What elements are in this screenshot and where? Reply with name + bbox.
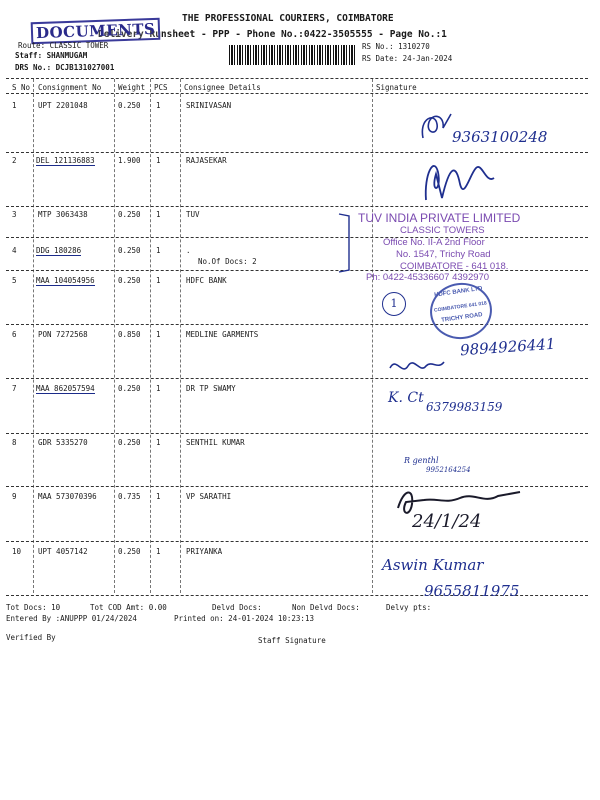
- table-cell-consignee: PRIYANKA: [186, 547, 223, 556]
- company-title: THE PROFESSIONAL COURIERS, COIMBATORE: [182, 13, 394, 24]
- table-cell-pcs: 1: [156, 101, 161, 110]
- printed-on: Printed on: 24-01-2024 10:23:13: [174, 614, 314, 623]
- col-divider: [372, 79, 373, 593]
- table-cell-sno: 5: [12, 276, 17, 285]
- handwritten-name: Aswin Kumar: [382, 556, 484, 574]
- tuv-stamp-line: CLASSIC TOWERS: [400, 225, 485, 236]
- row-rule: [6, 237, 588, 238]
- table-cell-consignee: HDFC BANK: [186, 276, 227, 285]
- rs-number: RS No.: 1310270: [362, 42, 430, 51]
- tuv-stamp-line: COIMBATORE - 641 018.: [400, 261, 509, 272]
- signature-scribble: [415, 108, 455, 144]
- table-cell-sno: 10: [12, 547, 22, 556]
- table-cell-sno: 2: [12, 156, 17, 165]
- col-sno: S No: [12, 83, 31, 92]
- hdfc-stamp-bottom: TRICHY ROAD: [440, 312, 483, 324]
- hdfc-stamp-middle: COIMBATORE 641 018: [433, 300, 488, 314]
- table-top-rule: [6, 78, 588, 79]
- signature-scribble: [386, 352, 446, 382]
- tuv-stamp-line: Ph: 0422-45336607 4392970: [366, 272, 490, 283]
- table-cell-weight: 0.250: [118, 547, 141, 556]
- tuv-stamp-line: No. 1547, Trichy Road: [396, 249, 491, 260]
- table-cell-pcs: 1: [156, 276, 161, 285]
- no-of-docs: No.Of Docs: 2: [198, 257, 257, 266]
- handwritten-phone: 9894926441: [459, 334, 556, 360]
- handwritten-phone: 9952164254: [426, 466, 471, 474]
- table-cell-consignment: MAA 573070396: [38, 492, 97, 501]
- col-weight: Weight: [118, 83, 146, 92]
- table-cell-pcs: 1: [156, 210, 161, 219]
- table-cell-consignment: PON 7272568: [38, 330, 88, 339]
- entered-by: Entered By :ANUPPP 01/24/2024: [6, 614, 137, 623]
- row-rule: [6, 206, 588, 207]
- table-cell-pcs: 1: [156, 384, 161, 393]
- table-cell-pcs: 1: [156, 330, 161, 339]
- barcode: [229, 45, 357, 65]
- documents-stamp: DOCUMENTS: [31, 18, 161, 45]
- row-rule: [6, 378, 588, 379]
- col-divider: [114, 79, 115, 593]
- col-consignment: Consignment No: [38, 83, 102, 92]
- table-cell-sno: 6: [12, 330, 17, 339]
- verified-by: Verified By: [6, 633, 56, 642]
- table-cell-sno: 3: [12, 210, 17, 219]
- hdfc-stamp-top: HDFC BANK LTD: [433, 285, 483, 299]
- route-label: Route: CLASSIC TOWER: [18, 41, 109, 50]
- table-cell-pcs: 1: [156, 438, 161, 447]
- handwritten-phone: 9363100248: [452, 128, 548, 146]
- handwritten-name: K. Ct: [388, 390, 424, 406]
- table-cell-consignee: SRINIVASAN: [186, 101, 232, 110]
- table-cell-weight: 0.850: [118, 330, 141, 339]
- table-cell-consignee: MEDLINE GARMENTS: [186, 330, 259, 339]
- row-rule: [6, 541, 588, 542]
- rs-date: RS Date: 24-Jan-2024: [362, 54, 453, 63]
- table-cell-consignment: DDG 180286: [36, 246, 82, 255]
- delvd-docs: Delvd Docs:: [212, 603, 262, 612]
- col-divider: [150, 79, 151, 593]
- hdfc-round-stamp: [426, 279, 495, 343]
- bracket-mark: [335, 212, 355, 274]
- table-cell-consignment: MAA 862057594: [36, 384, 95, 393]
- table-cell-consignment: MAA 104054956: [36, 276, 95, 285]
- table-cell-weight: 0.250: [118, 438, 141, 447]
- table-cell-consignment: UPT 2201048: [38, 101, 88, 110]
- table-cell-sno: 4: [12, 246, 17, 255]
- table-cell-weight: 0.250: [118, 246, 141, 255]
- drs-number: DRS No.: DCJB131027001: [15, 63, 115, 72]
- table-cell-consignee: VP SARATHI: [186, 492, 232, 501]
- col-divider: [33, 79, 34, 593]
- table-cell-pcs: 1: [156, 246, 161, 255]
- row-rule: [6, 324, 588, 325]
- col-divider: [180, 79, 181, 593]
- col-signature: Signature: [376, 83, 417, 92]
- table-cell-consignment: DEL 121136883: [36, 156, 95, 165]
- table-cell-weight: 0.250: [118, 101, 141, 110]
- table-cell-consignee: TUV: [186, 210, 200, 219]
- table-cell-consignee: .: [186, 246, 191, 255]
- table-cell-sno: 7: [12, 384, 17, 393]
- non-delvd-docs: Non Delvd Docs:: [292, 603, 360, 612]
- table-cell-weight: 0.735: [118, 492, 141, 501]
- table-cell-pcs: 1: [156, 492, 161, 501]
- table-cell-weight: 0.250: [118, 276, 141, 285]
- table-cell-consignment: UPT 4057142: [38, 547, 88, 556]
- table-header-rule: [6, 93, 588, 94]
- table-cell-consignee: DR TP SWAMY: [186, 384, 236, 393]
- row-rule: [6, 152, 588, 153]
- tot-docs: Tot Docs: 10: [6, 603, 61, 612]
- tot-cod-amt: Tot COD Amt: 0.00: [90, 603, 167, 612]
- handwritten-date: 24/1/24: [412, 511, 482, 532]
- staff-label: Staff: SHANMUGAM: [15, 51, 88, 60]
- table-cell-weight: 0.250: [118, 384, 141, 393]
- table-cell-consignee: SENTHIL KUMAR: [186, 438, 245, 447]
- table-cell-sno: 8: [12, 438, 17, 447]
- table-cell-pcs: 1: [156, 547, 161, 556]
- handwritten-phone: 6379983159: [426, 400, 503, 414]
- circled-mark: 1: [382, 292, 406, 316]
- runsheet-line: Delivery Runsheet - PPP - Phone No.:0422-3505555 - Page No.:1: [98, 29, 447, 40]
- table-cell-consignment: GDR 5335270: [38, 438, 88, 447]
- table-cell-consignee: RAJASEKAR: [186, 156, 227, 165]
- tuv-stamp-line: Office No. II-A 2nd Floor: [383, 237, 485, 248]
- table-cell-sno: 1: [12, 101, 17, 110]
- tuv-stamp-line: TUV INDIA PRIVATE LIMITED: [358, 211, 521, 225]
- table-cell-sno: 9: [12, 492, 17, 501]
- signature-scribble: [420, 154, 500, 206]
- table-cell-weight: 1.900: [118, 156, 141, 165]
- delvy-pts: Delvy pts:: [386, 603, 432, 612]
- staff-signature: Staff Signature: [258, 636, 326, 645]
- col-pcs: PCS: [154, 83, 168, 92]
- table-cell-consignment: MTP 3063438: [38, 210, 88, 219]
- handwritten-phone: 9655811975: [424, 582, 520, 600]
- handwritten-name: R genthl: [404, 456, 439, 465]
- col-consignee: Consignee Details: [184, 83, 261, 92]
- table-cell-pcs: 1: [156, 156, 161, 165]
- row-rule: [6, 433, 588, 434]
- table-cell-weight: 0.250: [118, 210, 141, 219]
